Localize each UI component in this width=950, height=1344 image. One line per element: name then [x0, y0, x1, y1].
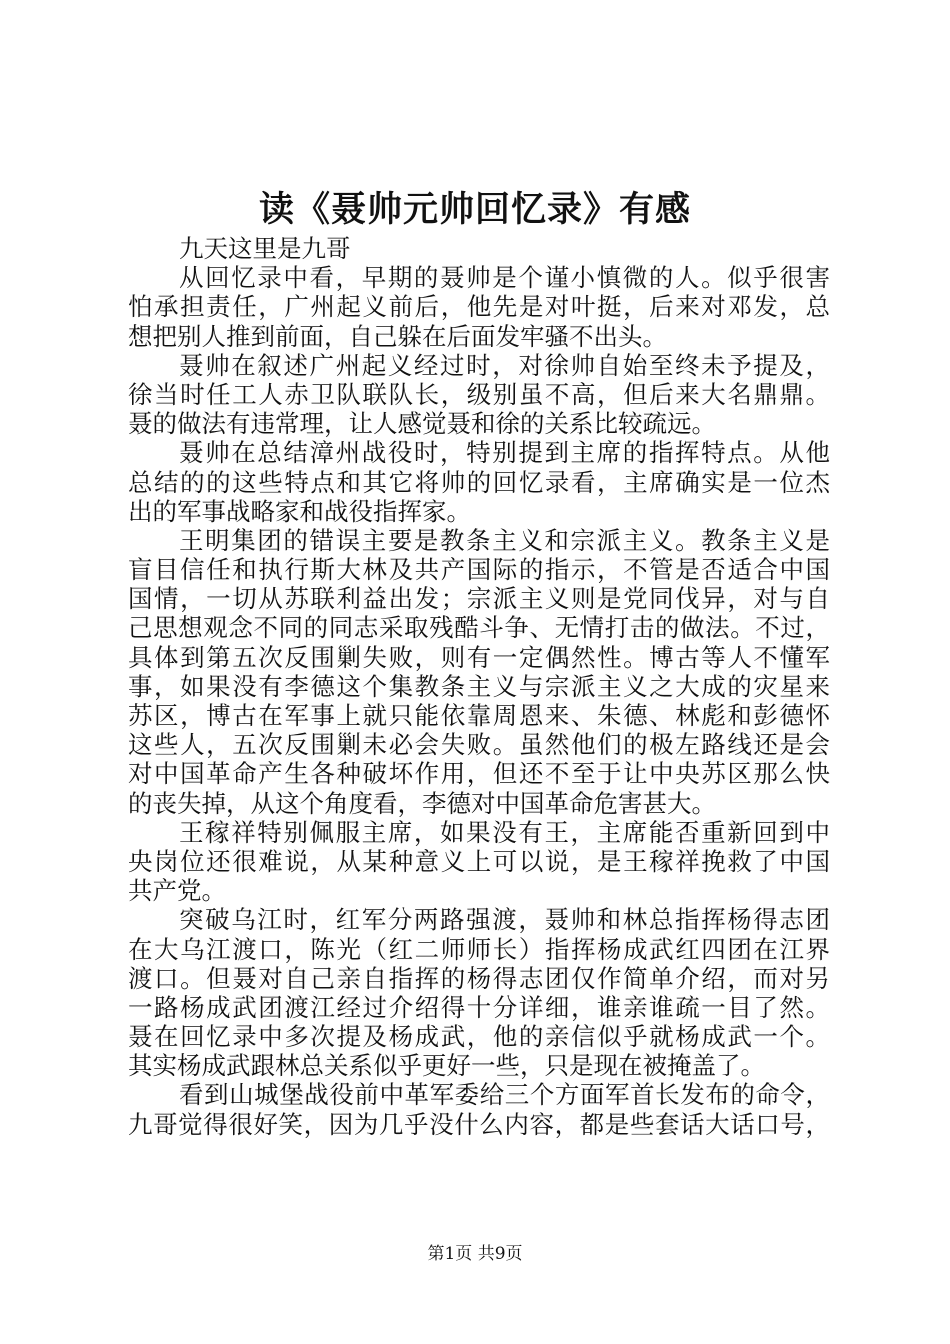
paragraph-line: 怕承担责任，广州起义前后，他先是对叶挺，后来对邓发，总: [128, 292, 830, 322]
paragraph-line: 对中国革命产生各种破坏作用，但还不至于让中央苏区那么快: [128, 759, 830, 789]
paragraph-line: 事，如果没有李德这个集教条主义与宗派主义之大成的灾星来: [128, 671, 830, 701]
paragraph: [128, 905, 830, 1080]
paragraph-line: 看到山城堡战役前中革军委给三个方面军首长发布的命令，: [179, 1080, 830, 1110]
paragraph-line: 从回忆录中看，早期的聂帅是个谨小慎微的人。似乎很害: [179, 263, 830, 293]
byline: 九天这里是九哥: [179, 234, 351, 263]
paragraph: [128, 526, 830, 818]
paragraph-line: 一路杨成武团渡江经过介绍得十分详细，谁亲谁疏一目了然。: [128, 992, 830, 1022]
paragraph-line: 在大乌江渡口，陈光（红二师师长）指挥杨成武红四团在江界: [128, 934, 830, 964]
paragraph-line: 聂在回忆录中多次提及杨成武，他的亲信似乎就杨成武一个。: [128, 1022, 830, 1052]
paragraph-line: 的丧失掉，从这个角度看，李德对中国革命危害甚大。: [128, 788, 716, 818]
paragraph-line: 王明集团的错误主要是教条主义和宗派主义。教条主义是: [179, 525, 830, 555]
document-body: [128, 234, 830, 1139]
page-footer: 第1页 共9页: [427, 1244, 523, 1264]
paragraph: [128, 351, 830, 439]
paragraph-line: 央岗位还很难说，从某种意义上可以说，是王稼祥挽救了中国: [128, 846, 830, 876]
paragraph-line: 渡口。但聂对自己亲自指挥的杨得志团仅作简单介绍，而对另: [128, 963, 830, 993]
paragraph-line: 这些人，五次反围剿未必会失败。虽然他们的极左路线还是会: [128, 730, 830, 760]
paragraph-line: 共产党。: [128, 876, 226, 906]
paragraph: [128, 438, 830, 526]
paragraph-line: 聂帅在叙述广州起义经过时，对徐帅自始至终未予提及，: [179, 350, 830, 380]
paragraph: [128, 818, 830, 906]
paragraph-line: 突破乌江时，红军分两路强渡，聂帅和林总指挥杨得志团: [179, 905, 830, 935]
paragraph: [128, 1080, 830, 1138]
paragraph-line: 其实杨成武跟林总关系似乎更好一些，只是现在被掩盖了。: [128, 1051, 765, 1081]
paragraph: [128, 263, 830, 351]
paragraph-line: 徐当时任工人赤卫队联队长，级别虽不高，但后来大名鼎鼎。: [128, 379, 830, 409]
paragraph-line: 聂帅在总结漳州战役时，特别提到主席的指挥特点。从他: [179, 438, 830, 468]
paragraph-line: 具体到第五次反围剿失败，则有一定偶然性。博古等人不懂军: [128, 642, 830, 672]
paragraph-line: 出的军事战略家和战役指挥家。: [128, 496, 471, 526]
paragraph-line: 想把别人推到前面，自己躲在后面发牢骚不出头。: [128, 321, 667, 351]
paragraph-line: 聂的做法有违常理，让人感觉聂和徐的关系比较疏远。: [128, 409, 716, 439]
paragraph-line: 盲目信任和执行斯大林及共产国际的指示，不管是否适合中国: [128, 555, 830, 585]
paragraph-line: 王稼祥特别佩服主席，如果没有王，主席能否重新回到中: [179, 817, 830, 847]
page-title: 读《聂帅元帅回忆录》有感: [258, 189, 691, 230]
paragraph-line: 国情，一切从苏联利益出发；宗派主义则是党同伐异，对与自: [128, 584, 830, 614]
paragraph-line: 己思想观念不同的同志采取残酷斗争、无情打击的做法。不过，: [128, 613, 830, 643]
paragraph-line: 苏区，博古在军事上就只能依靠周恩来、朱德、林彪和彭德怀: [128, 701, 830, 730]
paragraph-line: 九哥觉得很好笑，因为几乎没什么内容，都是些套话大话口号，: [128, 1109, 830, 1139]
paragraph-line: 总结的的这些特点和其它将帅的回忆录看，主席确实是一位杰: [128, 467, 830, 497]
